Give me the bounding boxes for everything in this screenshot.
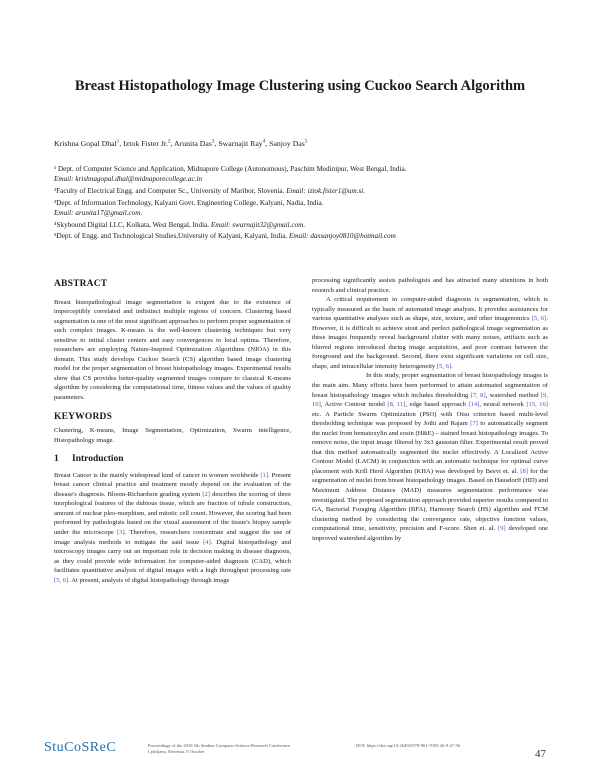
affiliations	[54, 164, 554, 243]
text-run: .	[451, 362, 453, 370]
affiliation-text: ¹ Dept. of Computer Science and Application, Midnapore College (Autonomous), Paschim Medinipur, West Bengal, India.	[54, 165, 407, 173]
affiliation-email: Email: swarnajit32@gmail.com.	[210, 220, 306, 229]
text-run: A critical requirement in computer-aided diagnosis is segmentation, which is typically measured as the basis of automated image analysis. It provides assistances for various quantitative analyses such as shape, size, texture, and other imagenomics	[312, 296, 548, 323]
doi-link[interactable]: DOI: https://doi.org/10.26493/978-961-7055-26-9.47-56	[356, 743, 461, 748]
paragraph: processing significantly assists pathologists and has attracted many attentions in both research and clinical practice.	[312, 277, 548, 294]
affiliation-email: Email: iztok.fister1@um.si.	[286, 186, 366, 195]
author-sup: 5	[304, 139, 308, 145]
citation-link[interactable]: [2]	[202, 490, 211, 498]
citation-link[interactable]: [7]	[470, 420, 478, 428]
citation-link[interactable]: [5, 6]	[54, 576, 69, 584]
text-run: etc. A Particle Swarm Optimization (PSO) with Otsu criterion based multi-level thresholding technique was proposed by Jothi and Rajam	[312, 410, 548, 428]
right-column	[312, 276, 548, 543]
text-run: developed one improved watershed algorithm by	[312, 525, 548, 542]
affiliation	[54, 164, 554, 184]
author-sup: 1	[116, 139, 120, 145]
paper-title: Breast Histopathology Image Clustering using Cuckoo Search Algorithm	[74, 78, 526, 94]
proceedings-line: Ljubljana, Slovenia, 9 October	[148, 749, 205, 755]
intro-paragraph	[54, 471, 291, 586]
affiliation	[54, 231, 554, 241]
affiliation-text: ³Dept. of Information Technology, Kalyani Govt. Engineering College, Kalyani, Nadia, India.	[54, 198, 324, 207]
proceedings-note	[148, 743, 348, 755]
text-run: . Present breast cancer clinical practice and treatment mostly depend on the evaluation of the disease's diagnosis. Bloom-Richardson grading system	[54, 471, 291, 498]
text-run: . However, it is difficult to achieve stout and perfect pathological image segmentation as these images frequently reveal background clutter with many noises, artifacts such as blurred regions introduced during image acquisition, and poor contrast between the foreground and the background. Second, there exist significant variations on cell size, shape, and intracellular intensity heterogeneity	[312, 315, 548, 370]
affiliation	[54, 186, 554, 196]
section-title: Introduction	[72, 454, 124, 465]
section-number: 1	[54, 454, 59, 465]
text-run: . Therefore, researchers concentrate and suggest the use of image analysis methods to mitigate the said issue	[54, 529, 291, 546]
citation-link[interactable]: [5, 6]	[436, 362, 452, 370]
affiliation	[54, 198, 554, 218]
text-run: . At present, analysis of digital histopathology through image	[68, 576, 230, 584]
abstract-heading: ABSTRACT	[54, 279, 108, 289]
citation-link[interactable]: [1]	[260, 471, 269, 479]
text-run: describes the scoring of three morphological features of the dubious tissue, which are fraction of tubule construction, amount of nuclear pleo-morphism, and mitotic cell count. However, the scoring had been performed by pathologists based on the visual assessment of the tissue's biopsy sample under the microscope	[54, 490, 291, 537]
affiliation-text: ²Faculty of Electrical Engg. and Computer Sc., University of Maribor, Slovenia.	[54, 186, 287, 195]
left-column	[54, 280, 291, 585]
citation-link[interactable]: [5, 6]	[531, 315, 547, 323]
paragraph	[312, 295, 548, 371]
citation-link[interactable]: [3]	[117, 529, 125, 537]
keywords-text: Clustering, K-means, Image Segmentation, Optimization, Swarm intelligence, Histopathology image.	[54, 427, 291, 444]
author-name: Krishna Gopal Dhal	[54, 139, 117, 148]
author-sup: 4	[262, 139, 266, 145]
page-footer	[0, 738, 600, 768]
affiliation	[54, 220, 554, 230]
citation-link[interactable]: [15, 16]	[526, 401, 548, 409]
citation-link[interactable]: [9, 10]	[312, 391, 548, 409]
proceedings-line: Proceedings of the 2018 5th Student Computer Science Research Conference	[148, 743, 290, 748]
text-run: , neural network	[479, 401, 527, 409]
affiliation-text: ⁵Dept. of Engg. and Technological Studies,University of Kalyani, Kalyani, India,	[54, 232, 290, 241]
citation-link[interactable]: [7, 8]	[470, 391, 486, 399]
text-run: , watershed method	[485, 391, 541, 399]
text-run: , edge based approach	[405, 401, 469, 409]
conference-logo: StuCoSReC	[44, 740, 117, 755]
affiliation-email: Email: dassanjoy0810@hotmail.com	[289, 232, 396, 241]
author-name: Swarnajit Ray	[218, 139, 263, 148]
text-run: Breast Cancer is the mainly widespread kind of cancer in women worldwide	[54, 471, 261, 479]
author-list: Krishna Gopal Dhal$^1$, Iztok Fister Jr.$^2$, Arunita Das$^3$, Swarnajit Ray$^4$, Sanjoy Das$^5$	[54, 139, 308, 148]
affiliation-email: Email: arunita17@gmail.com.	[54, 208, 143, 217]
affiliation-email: Email: krishnagopal.dhal@midnaporecollege.ac.in	[54, 175, 203, 184]
text-run: , Active Contour model	[320, 401, 388, 409]
author-name: Arunita Das	[174, 139, 212, 148]
intro-heading	[54, 455, 291, 465]
citation-link[interactable]: [9]	[498, 525, 506, 533]
citation-link[interactable]: [4]	[203, 538, 211, 546]
affiliation-text: ⁴Skybound Digital LLC, Kolkata, West Bengal, India.	[54, 220, 211, 229]
author-name: Sanjoy Das	[269, 139, 305, 148]
keywords-heading: KEYWORDS	[54, 411, 113, 422]
author-sup: 2	[168, 139, 171, 145]
citation-link[interactable]: [8]	[520, 467, 528, 475]
text-run: for the segmentation of nuclei from breast histopathology images. Based on Hausdorff (HD) and Maximum Address Distance (MAD) measures segmentation performance was investigated. The proposed segmentation approach provided superior results compared to GA, Bacterial Foraging Algorithm (BFA), Harmony Search (HS) algorithm and FCM clustering method by considering the convergence rate, objective function values, computational time, sensitivity, precision and F-score. Shen et. al.	[312, 467, 549, 533]
text-run: to automatically segment the nuclei from hematoxylin and eosin (H&E) – stained breast histopathology images. To remove noise, the input image filtered by 3x3 gaussian filter. Experimental result proved that this method automatically segmented the nuclei effectively. A Localized Active Contour Model (LACM) in conjunction with an automatic technique for optimal curve placement with Krill Herd Algorithm (KHA) was developed by Beevi et. al.	[312, 420, 548, 475]
citation-link[interactable]: [14]	[468, 401, 480, 409]
citation-link[interactable]: [8, 11]	[387, 401, 406, 409]
author-sup: 3	[211, 139, 215, 145]
paragraph	[312, 371, 548, 543]
abstract-text: Breast histopathological image segmentation is exigent due to the existence of imperceptibly correlated and indistinct multiple regions of concern. Clustering based segmentation is one of the most significant approaches to perform proper segmentation of such complex images. K-means is the well-known clustering techniques but very sensitive to initial cluster centers and easy convergences to local optima. Therefore, researchers are employing Nature-Inspired Optimization Algorithms (NIOA) in this domain. This study develops Cuckoo Search (CS) algorithm based image clustering model for the proper segmentation of breast histopathology images. Experimental results show that CS provides better-quality segmented images compare to classical K-means algorithm by considering the computational time, fitness values and the values of quality parameters.	[54, 298, 291, 402]
text-run: . Digital histopathology and microscopy images carry out an important role in decision making in disease diagnosis, as they could provide wide information for computer-aided diagnosis (CAD), which facilitates quantitative analysis of digital images with a high throughput processing rate	[54, 538, 291, 575]
text-run: In this study, proper segmentation of breast histopathology images is the main aim. Many efforts have been performed to attain automated segmentation of breast histopathology images which includes thresholding	[312, 372, 548, 399]
page-number: 47	[535, 748, 546, 760]
author-name: Iztok Fister Jr.	[123, 139, 169, 148]
